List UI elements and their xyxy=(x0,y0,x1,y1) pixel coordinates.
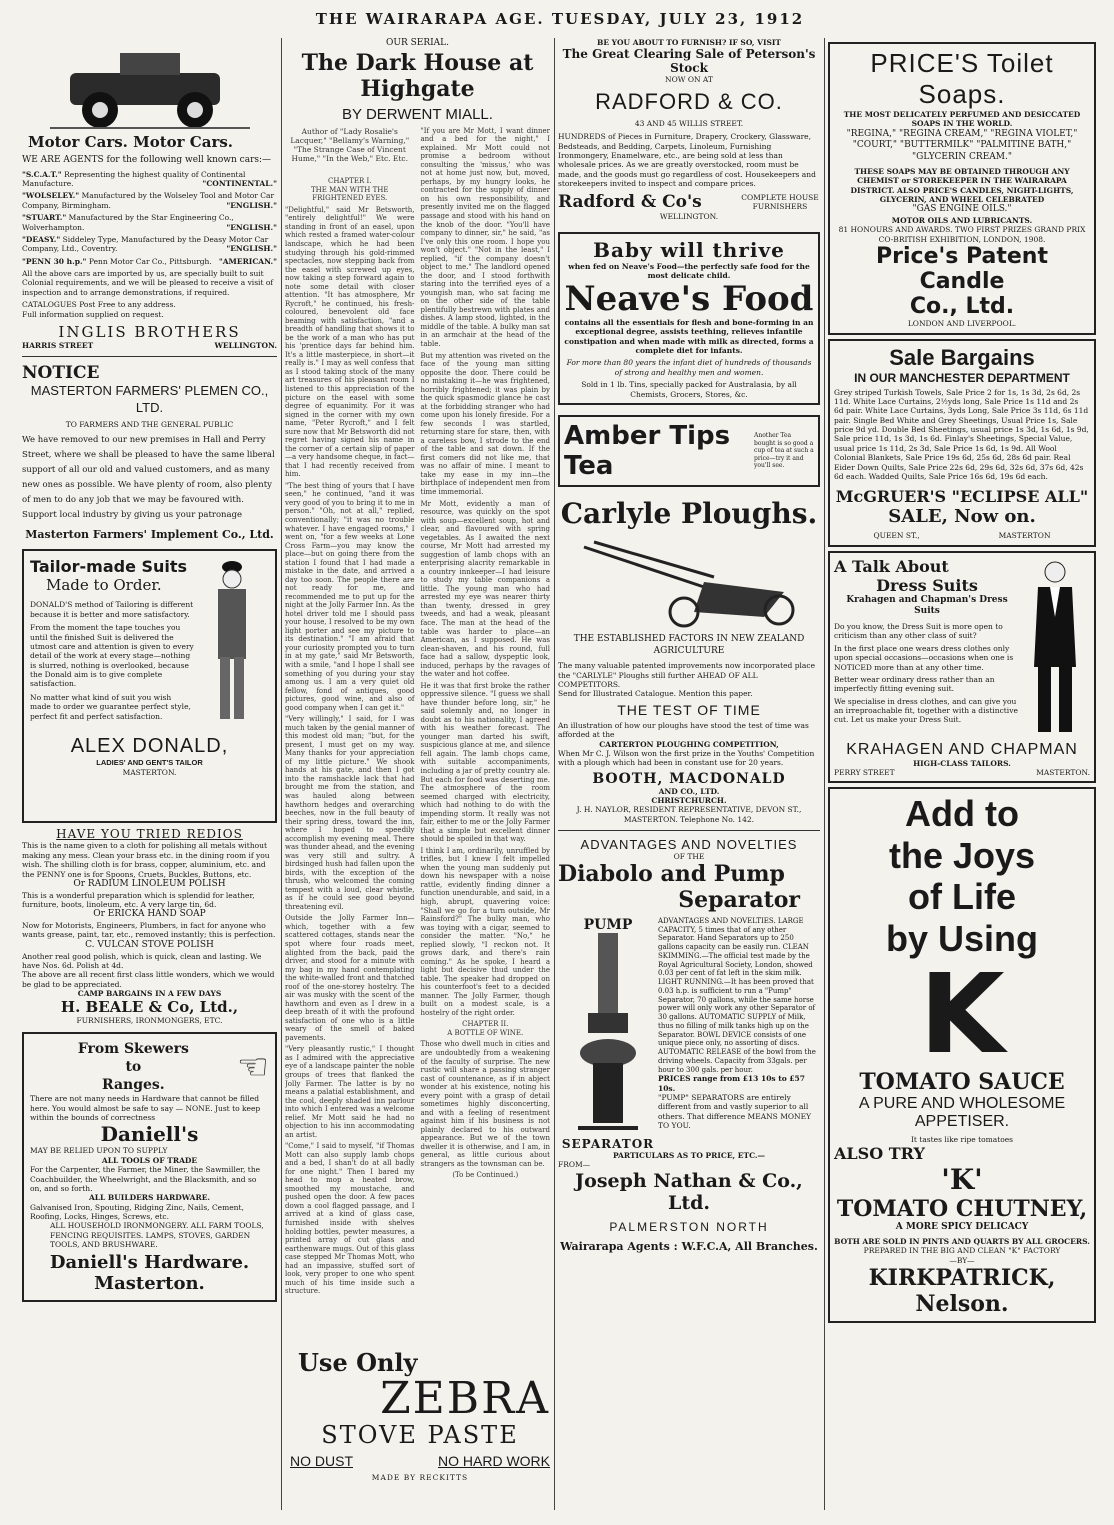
serial-text: "Very pleasantly rustic," I thought as I admired with the appreciative eye of a landscape painter the noble groups of trees that flanked the Jolly Farmer. The latter is by no means a palatial establishment, and the cool, deeply shaded inn parlour into which I entered was a welcome relief. Mr Mott said he had no objection to his inn accommodating an artist. xyxy=(285,1045,415,1139)
daniell-p1: There are not many needs in Hardware that cannot be filled here. You would almost be safe to say — NONE. Just to keep within the bounds of correctness xyxy=(30,1094,261,1123)
dress-p4: We specialise in dress clothes, and can give you an irreproachable fit, together with a distinctive cut. Let us make your Dress Suit. xyxy=(834,696,1018,725)
diabolo-prices: PRICES range from £13 10s to £57 10s. xyxy=(658,1074,805,1093)
k-k2: 'K' xyxy=(941,1163,983,1197)
serial-author: BY DERWENT MIALL. xyxy=(342,105,493,123)
price-motor: MOTOR OILS AND LUBRICANTS. xyxy=(891,216,1033,225)
price-title: PRICE'S Toilet Soaps. xyxy=(870,48,1054,109)
dress-p2: In the first place one wears dress clothes only upon special occasions—occasions when one is NOTICED more than at any other time. xyxy=(834,643,1014,672)
k-line4: by Using xyxy=(885,917,1038,959)
daniell-foot1: Daniell's Hardware. xyxy=(49,1251,250,1273)
k-line1: Add to xyxy=(905,793,1019,835)
daniell-list: ALL HOUSEHOLD IRONMONGERY. ALL FARM TOOLS, FENCING REQUISITES. LAMPS, STOVES, GARDEN TOOLS, AND BRUSHWARE. xyxy=(50,1221,264,1250)
k-prep: PREPARED IN THE BIG AND CLEAN "K" FACTORY xyxy=(863,1246,1061,1256)
daniell-title3: Ranges. xyxy=(102,1077,165,1094)
inglis-town: WELLINGTON. xyxy=(214,340,277,350)
k-chutney: TOMATO CHUTNEY, xyxy=(836,1196,1088,1223)
tailor-title: Tailor-made Suits xyxy=(30,557,188,577)
k-firm: KIRKPATRICK, Nelson. xyxy=(868,1265,1056,1318)
sale-dept: IN OUR MANCHESTER DEPARTMENT xyxy=(854,370,1070,385)
zebra-made: MADE BY RECKITTS xyxy=(371,1473,469,1482)
separator-illustration xyxy=(568,933,648,1133)
notice-firm: MASTERTON FARMERS' PLEMEN CO., LTD. xyxy=(30,383,269,415)
dress-sub: Krahagen and Chapman's Dress Suits xyxy=(846,594,1008,617)
daniell-tools: ALL TOOLS OF TRADE xyxy=(101,1155,198,1165)
diabolo-particulars: PARTICULARS AS TO PRICE, ETC.— xyxy=(612,1150,766,1160)
divider xyxy=(22,356,277,357)
zebra-brand: ZEBRA xyxy=(380,1373,550,1424)
notice-to: TO FARMERS AND THE GENERAL PUBLIC xyxy=(65,419,234,429)
daniell-foot2: Masterton. xyxy=(94,1272,205,1294)
tailor-subtitle: Made to Order. xyxy=(46,576,162,595)
diabolo-from: FROM— xyxy=(558,1160,591,1170)
motor-car-illustration xyxy=(50,38,250,133)
beale-p1: This is the name given to a cloth for polishing all metals without making any mess. Clean your brass etc. in the dining room if you wish. The shilling cloth is for brass, copper, aluminium, etc. and the PENNY one is for Spoons, Cruets, Buckles, Buttons, etc. xyxy=(22,841,270,879)
motor-car-list xyxy=(22,170,277,266)
sale-town: MASTERTON xyxy=(998,531,1051,541)
dress-street: PERRY STREET xyxy=(834,768,895,777)
carlyle-ad xyxy=(558,497,820,824)
plough-illustration xyxy=(564,532,814,632)
serial-text: "Very willingly," I said, for I was much taken by the genial manner of this modest old man; "but, for the present, I must get on my way. Many thanks for your appreciation of my little picture." We shook hands at his gate, and then I got into the ramshackle lack that had brought me from the station, and was hauled along between hawthorn hedges and overarching beeches, now in the full beauty of their spring dress, toward the inn, where I hoped to speedily accomplish my evening meal. There was thunder ahead, and the evening was very still and sultry. A birdsinged hush had fallen upon the birds, with the exception of the thrush, who welcomed the coming tempest with a loud, clear whistle, as if he could see good beyond threatening evil. xyxy=(285,715,415,911)
motor-ad xyxy=(22,38,277,350)
daniell-rely: MAY BE RELIED UPON TO SUPPLY xyxy=(30,1146,168,1156)
beale-l4: C. VULCAN STOVE POLISH xyxy=(85,939,214,950)
column-1 xyxy=(22,38,277,1515)
sale-title: Sale Bargains xyxy=(889,344,1035,370)
radford-kicker: BE YOU ABOUT TO FURNISH? IF SO, VISIT xyxy=(597,38,781,47)
beale-p3: Now for Motorists, Engineers, Plumbers, in fact for anyone who wants grease, paint, tar, etc., removed instantly; this is perfection. xyxy=(22,921,276,940)
zebra-use: Use Only xyxy=(298,1348,418,1377)
carlyle-firm: BOOTH, MACDONALD xyxy=(592,770,786,787)
dress-firm: KRAHAGEN AND CHAPMAN xyxy=(846,740,1078,758)
sale-firm: McGRUER'S "ECLIPSE ALL" xyxy=(835,487,1089,507)
beale-l3: Or ERICKA HAND SOAP xyxy=(93,909,206,920)
car-entry: "STUART." Manufactured by the Star Engineering Co., Wolverhampton. "ENGLISH." xyxy=(22,213,277,232)
serial-text: "Delightful," said Mr Betsworth, "entirely delightful!" We were standing in front of an easel, upon which rested a framed water-colour landscape, which he had been studying through his gold-rimmed spectacles, now stepping back from the easel with screwed up eyes, now taking a step forward again to note some detail with closer attention. "It has atmosphere, Mr Rycroft," he continued, his fresh-coloured, benevolent old face beaming with satisfaction, "and a breadth of handling that shows it to be the work of a man who has put his 'prentice days far behind him. It's a little masterpiece, in short—it really is." I may as well confess that as I stood taking stock of the many art treasures of his pleasant room I listened to this appreciation of the picture on the easel with some degree of equanimity. For it was signed in the corner with my own name, "Peter Rycroft," and I felt sure now that Mr Betsworth did not regret having signed his name in the corner of a certain slip of paper—a very handsome cheque, in fact—that I had recently received from him. xyxy=(285,205,415,479)
serial-text: "If you are Mr Mott, I want dinner and a bed for the night," I explained. Mr Mott could not promise a bedroom without consulting the 'missus,' who was not at home just now, but, moved, perhaps, by my hungry looks, he contracted for the supply of dinner on his own responsibility, and presently invited me on the flagged passage and stood with his hand on the knob of the door. "You'll have company to dinner, sir," he said, "as I've only this one room. I hope you won't object." "Not in the least," I replied, "if the company doesn't object to me." The landlord opened the door, and I stood forthwith staring into the terrified eyes of a youngish man, who sat facing me on the other side of the table plentifully bestrewn with plates and dishes. A lamp stood, lighted, in the middle of the table. A bulky man sat in an armchair at the head of the table. xyxy=(420,126,550,348)
neave-ad xyxy=(558,232,820,405)
notice-sign: Masterton Farmers' Implement Co., Ltd. xyxy=(25,528,274,542)
neave-line4: For more than 80 years the infant diet of hundreds of thousands of strong and healthy men and women. xyxy=(566,358,812,377)
diabolo-title1: Diabolo and Pump xyxy=(558,860,785,887)
amber-title: Amber Tips Tea xyxy=(564,420,731,481)
radford-title: The Great Clearing Sale of Peterson's Stock xyxy=(562,47,816,76)
zebra-product: STOVE PASTE xyxy=(321,1421,519,1449)
gentleman-illustration xyxy=(194,557,269,727)
beale-addr: FURNISHERS, IRONMONGERS, ETC. xyxy=(76,1016,223,1026)
sale-ad xyxy=(828,339,1096,547)
daniell-p2: For the Carpenter, the Farmer, the Miner, the Sawmiller, the Coachbuilder, the Wheelwright, and the Blacksmith, and so on, and so forth. xyxy=(30,1165,261,1193)
sale-street: QUEEN ST., xyxy=(873,531,920,541)
radford-ad xyxy=(558,38,820,222)
motor-note: All the above cars are imported by us, are specially built to suit Colonial requirements, and we will be pleased to receive a visit of inspection and to arrange demonstrations, if required. xyxy=(22,269,274,297)
column-3 xyxy=(558,38,820,1515)
serial-label: OUR SERIAL. xyxy=(385,38,449,48)
diabolo-head: ADVANTAGES AND NOVELTIES xyxy=(580,837,798,853)
radford-firm: RADFORD & CO. xyxy=(595,88,783,114)
motor-title: Motor Cars. Motor Cars. xyxy=(28,133,234,151)
carlyle-co: AND CO., LTD. xyxy=(658,786,720,796)
chapter-2: CHAPTER II. xyxy=(462,1020,509,1029)
dress-title1: A Talk About xyxy=(834,556,949,576)
beale-ad xyxy=(22,827,277,1025)
price-city: LONDON AND LIVERPOOL. xyxy=(907,319,1017,329)
chapter-1-title: THE MAN WITH THE FRIGHTENED EYES. xyxy=(310,185,389,203)
neave-brand: Neave's Food xyxy=(564,278,814,319)
k-also: ALSO TRY xyxy=(834,1144,925,1164)
diabolo-city: PALMERSTON NORTH xyxy=(609,1219,769,1234)
radford-body: HUNDREDS of Pieces in Furniture, Drapery, Crockery, Glassware, Bedsteads, and Bedding, Carpets, Linoleum, Furnishing Ironmongery, Enamelware, etc., are being sold at less than wholesale prices. As we are greatly overstocked, room must be made, and the goods must go regardless of cost. Housekeepers and storekeepers invited to inspect and compare prices. xyxy=(558,132,816,188)
price-gas: "GAS ENGINE OILS." xyxy=(912,204,1012,215)
radford-addr: 43 AND 45 WILLIS STREET. xyxy=(634,118,744,128)
inglis-street: HARRIS STREET xyxy=(22,340,94,350)
diabolo-body: ADVANTAGES AND NOVELTIES. LARGE CAPACITY, 5 times that of any other Separator. Hand Separators up to 250 gallons capacity can be easily run. CLEAN SKIMMING.—The official test made by the Royal Agricultural Society, London, showed 0.03 per cent of fat left in the skim milk. LIGHT RUNNING.—It has been proved that 0.03 h.p. is sufficient to run a "Pump" Separator, 70 gallons, while the same horse power will only work any other Separator of 30 gallons. AUTOMATIC SUPPLY of Milk, thus no filling of milk tanks high up on the Separator. BOWL DEVICE consists of one unique piece only, no assorting of discs. AUTOMATIC RELEASE of the bowl from the driving wheels. Capacity from 33gals. per hour to 300 gals. per hour. xyxy=(658,916,816,1074)
serial-title: The Dark House at Highgate xyxy=(301,49,534,102)
carlyle-rep: J. H. NAYLOR, RESIDENT REPRESENTATIVE, DEVON ST., MASTERTON. Telephone No. 142. xyxy=(576,805,802,824)
carlyle-p3: When Mr C. J. Wilson won the first prize in the Youths' Competition with a plough which had been in constant use for 20 years. xyxy=(558,748,815,768)
motor-intro: WE ARE AGENTS for the following well known cars:— xyxy=(22,155,272,165)
beale-title: HAVE YOU TRIED REDIOS xyxy=(56,827,243,842)
k-line2: the Joys xyxy=(888,834,1036,876)
serial-text: "Come," I said to myself, "if Thomas Mott can also supply lamb chops and a bed, I shan't do at all badly for one night." Then I bared my head to mop a heated brow, smoothed my moustache, and pushed open the door. A few paces down a cool flagged passage, and I arrived at a kind of glass case, furnished inside with shelves holding bottles, pewter measures, a printed array of cut glass and earthenware mugs. Out of this glass case stepped Mr Thomas Mott, who had an impassive, stuffed sort of look, very proper to one who spent much of his time inside such a structure. xyxy=(285,1142,415,1296)
divider xyxy=(558,830,820,831)
tailor-town: MASTERTON. xyxy=(122,767,177,777)
price-ad xyxy=(828,42,1096,335)
diabolo-agents: Wairarapa Agents : W.F.C.A, All Branches. xyxy=(560,1239,818,1253)
dress-p1: Do you know, the Dress Suit is more open to criticism than any other class of suit? xyxy=(834,622,1003,641)
tailor-name: ALEX DONALD, xyxy=(70,735,229,758)
beale-firm: H. BEALE & Co, Ltd., xyxy=(60,998,239,1017)
daniell-ad xyxy=(22,1032,277,1302)
column-2-serial xyxy=(285,38,550,1355)
pointing-hand-icon: ☜ xyxy=(236,1046,269,1088)
column-rule xyxy=(554,38,555,1510)
diabolo-sep: SEPARATOR xyxy=(561,1136,655,1151)
dress-suit-illustration xyxy=(1020,557,1090,737)
zebra-ad xyxy=(290,1348,550,1513)
amber-ad xyxy=(558,415,820,487)
tailor-p1: DONALD'S method of Tailoring is different because it is better and more satisfactory. xyxy=(30,600,194,619)
price-obtain: THESE SOAPS MAY BE OBTAINED THROUGH ANY CHEMIST or STOREKEEPER IN THE WAIRARAPA DISTRICT. ALSO PRICE'S CANDLES, NIGHT-LIGHTS, GLYCERIN, AND WHEEL CELEBRATED xyxy=(850,166,1074,204)
k-sauce-ad xyxy=(828,787,1096,1323)
notice-ad xyxy=(22,363,277,541)
amber-side: Another Tea bought is so good a cup of tea at such a price—try it and you'll see. xyxy=(754,432,814,470)
serial-continued: (To be Continued.) xyxy=(452,1171,519,1180)
diabolo-pump: PUMP xyxy=(583,916,633,933)
daniell-name: Daniell's xyxy=(100,1122,199,1147)
motor-catalogues: CATALOGUES Post Free to any address. xyxy=(22,300,176,310)
tailor-p2: From the moment the tape touches you until the finished Suit is delivered the utmost care and attention is given to every detail of the work at every stage—nothing is slurred, nothing is overlooked, because the Donald aim is to give complete satisfaction. xyxy=(30,623,194,689)
dress-ad xyxy=(828,551,1096,784)
masthead: THE WAIRARAPA AGE. TUESDAY, JULY 23, 1912 xyxy=(315,10,805,28)
sale-body: Grey striped Turkish Towels, Sale Price 2 for 1s, 1s 3d, 2s 6d, 2s 11d. White Lace Curtains, 2½yds long, Sale Price 1s 11d and 2s 6d pair. White Lace Curtains, 3yds Long, Sale Price 3s 11d, 6s 11d pair. Single Bed White and Grey Sheetings, Usual Price 1s, Sale price 9d yd. Double Bed Sheetings, usual price 1s 3d, 1s 6d, 1s 9d, Sale price 11d, 1s 3d, 1s 6d. Finlay's Sheetings, Special Value, usual price 1s 11d, 2s 3d, Sale Price 1s 6d, 1s 9d. All Wool Colonial Blankets, Sale Price 19s 6d, 25s 6d, 28s 6d pair. Real Eider Down Quilts, Sale Price 22s 6d, 29s 6d, 32s 6d, 37s 6d, 42s 6d each. Wadded Quilts, Sale Price 16s 6d, 19s 6d each. xyxy=(834,387,1089,481)
zebra-nohard: NO HARD WORK xyxy=(438,1453,550,1469)
serial-text: Those who dwell much in cities and are undoubtedly from a weakening of the faculty of surprise. The new rustic will share a passing stranger cast of countenance, as if in abject wonder at his existence, noting his every point with a grasp of detail sometimes highly disconcerting, and with a feeling of resentment against him if his business is not plainly declared to his outward appearance. But we of the town dweller it is otherwise, and I am, in general, as little curious about strangers as the townsman can be. xyxy=(420,1040,550,1168)
price-names: "REGINA," "REGINA CREAM," "REGINA VIOLET," "COURT," "BUTTERMILK" "PALMITINE BATH," "GLYCERIN CREAM." xyxy=(846,128,1078,163)
tailor-ad xyxy=(22,549,277,823)
carlyle-est: THE ESTABLISHED FACTORS IN NEW ZEALAND AGRICULTURE xyxy=(573,633,805,656)
k-letter: K xyxy=(919,949,1005,1078)
sale-now: SALE, Now on. xyxy=(888,506,1036,528)
tailor-p3: No matter what kind of suit you wish made to order we guarantee perfect style, perfect fit and perfect satisfaction. xyxy=(30,692,191,721)
diabolo-title2: Separator xyxy=(678,886,800,913)
car-entry: "WOLSELEY." Manufactured by the Wolseley Tool and Motor Car Company, Birmingham. "ENGLISH." xyxy=(22,191,277,210)
diabolo-ad xyxy=(558,837,820,1252)
daniell-title2: to xyxy=(125,1058,142,1075)
column-rule xyxy=(824,38,825,1510)
k-line3: of Life xyxy=(908,876,1016,918)
beale-l2: Or RADIUM LINOLEUM POLISH xyxy=(73,878,226,889)
k-sold: BOTH ARE SOLD IN PINTS AND QUARTS BY ALL GROCERS. xyxy=(834,1237,1090,1246)
chapter-2-title: A BOTTLE OF WINE. xyxy=(447,1028,524,1037)
k-by: —BY— xyxy=(949,1255,975,1265)
column-rule xyxy=(281,38,282,1510)
carlyle-p2: An illustration of how our ploughs have stood the test of time was afforded at the xyxy=(558,720,809,740)
carlyle-test: THE TEST OF TIME xyxy=(617,701,761,718)
chapter-1: CHAPTER I. xyxy=(328,177,372,186)
beale-p5: The above are all recent first class little wonders, which we would be glad to be appreciated. xyxy=(22,970,275,989)
radford-now: NOW ON AT xyxy=(665,75,713,85)
inglis-address xyxy=(22,341,277,350)
daniell-supplies: ALL BUILDERS HARDWARE. xyxy=(88,1193,211,1203)
zebra-nodust: NO DUST xyxy=(290,1453,353,1469)
price-firm2: Co., Ltd. xyxy=(909,294,1015,320)
serial-text: Outside the Jolly Farmer Inn—which, together with a few scattered cottages, stands near the spot where four roads meet, alighted from the back, paid the driver, and stood for a minute with my bag in my hand contemplating the white-walled front and thatched roof of the one-storey hostelry. The air was musky with the scent of the hawthorn and even as I drew in a deep breath of it with the profound satisfaction of one who is a little weary of the smell of baked pavements. xyxy=(285,914,415,1042)
carlyle-title: Carlyle Ploughs. xyxy=(560,496,818,530)
motor-info: Full information supplied on request. xyxy=(22,309,164,319)
k-spicy: A MORE SPICY DELICACY xyxy=(895,1222,1029,1233)
radford-sign1: Radford & Co's xyxy=(558,192,702,213)
k-pure: A PURE AND WHOLESOME APPETISER. xyxy=(858,1094,1066,1130)
radford-sign2: COMPLETE HOUSE FURNISHERS xyxy=(741,193,819,212)
column-4 xyxy=(828,38,1096,1515)
dress-role: HIGH-CLASS TAILORS. xyxy=(913,758,1011,768)
car-entry: "DEASY." Siddeley Type, Manufactured by the Deasy Motor Car Company, Ltd., Coventry. "ENGLISH." xyxy=(22,234,277,254)
daniell-title1: From Skewers xyxy=(77,1040,189,1057)
serial-text: I think I am, ordinarily, unruffled by trifles, but I knew I felt impelled when the young man suddenly put down his newspaper with a noise rattle, evidently finding dinner a function unendurable, and said, in a high, abrupt, quavering voice: "Shall we go for a turn outside, Mr Rainsford?" The bulky man, who was toying with a cigar, seemed to consider the matter. "No," he replied slowly, "I reckon not. It grows dark, and there's rain coming." As he spoke, I heard a light but decisive thud under the table. The speaker had dropped on his counterfoot's feet to a decided manner. The Jolly Farmer, though built on a modest scale, is a hostelry of the right order. xyxy=(420,846,550,1017)
carlyle-p1: The many valuable patented improvements now incorporated place the "CARLYLE" Ploughs still further AHEAD OF ALL COMPETITORS. xyxy=(558,661,816,690)
dress-p3: Better wear ordinary dress rather than an imperfectly fitting evening suit. xyxy=(834,674,995,694)
radford-town: WELLINGTON. xyxy=(659,212,719,222)
beale-p2: This is a wonderful preparation which is splendid for leather, furniture, boots, linoleum, etc. A very large tin, 6d. xyxy=(22,890,255,909)
serial-text: "The best thing of yours that I have seen," he continued, "and it was very good of you to bring it to me in person." "Oh, not at all," replied, conventionally; "it was no trouble whatever. I have engaged rooms," I went on, "for a few weeks at Lone Cross Farm—you may know the place—but on going there from the station I found that I had made a mistake in the date, and arrived a day too soon. The people there are not ready for me, and recommended me to put up for the night at the Jolly Farmer Inn. As the hotel driver told me I should pass your house, I resolved to be my own light porter and see my picture to its destination." "I am afraid that your curiosity prompted you to turn in at my gate," said Mr Betsworth, with a smile, "and I hope I shall see something of you during your stay among us. I am a very quiet old fellow, fond of antiques, good pictures, good wine, and also of good company when I can get it." xyxy=(285,481,415,712)
beale-p4: Another real good polish, which is quick, clean and lasting. We have Nos. 6d. Polish at 4d. xyxy=(22,951,262,970)
tailor-role: LADIES' AND GENT'S TAILOR xyxy=(96,758,203,768)
carlyle-comp: CARTERTON PLOUGHING COMPETITION, xyxy=(599,739,779,749)
neave-line5: Sold in 1 lb. Tins, specially packed for Australasia, by all Chemists, Grocers, Stores, &c. xyxy=(581,380,797,399)
serial-text: He it was that first broke the rather oppressive silence. "I guess we shall have thunder before long, sir," he said solemnly and, no longer in doubt as to his nationality, I agreed with his weather forecast. The younger man darted his swift, suspicious glance at me, and silence fell again. The lamb chops came, with suitable accompaniments, including a jar of pretty country ale. But each for food was deserting me. The atmosphere of the room seemed charged with electricity, which had nothing to do with the impending storm. It really was not fair, either to me or the Jolly Farmer that a simple but excellent dinner should be spoiled in that way. xyxy=(420,681,550,844)
dress-town: MASTERTON. xyxy=(1036,768,1090,777)
notice-body: We have removed to our new premises in Hall and Perry Street, where we shall be pleased to have the same liberal support of all our old and valued customers, and as many new ones as possible. We have plenty of room, also plenty of men to do any job that we may be favoured with. Support local industry by giving us your patronage xyxy=(22,435,275,520)
neave-line1: Baby will thrive xyxy=(593,237,785,262)
neave-line2: when fed on Neave's Food—the perfectly safe food for the most delicate child. xyxy=(568,261,810,281)
daniell-p3: Galvanised Iron, Spouting, Ridging Zinc, Nails, Cement, Roofing, Locks, Hinges, Screws, etc. xyxy=(30,1202,244,1222)
serial-credits: Author of "Lady Rosalie's Lacquer," "Bellamy's Warning," "The Strange Case of Vincent Hume," "In the Web," Etc. Etc. xyxy=(290,126,410,164)
diabolo-of: OF THE xyxy=(673,852,705,862)
carlyle-send: Send for Illustrated Catalogue. Mention this paper. xyxy=(558,689,753,699)
carlyle-city: CHRISTCHURCH. xyxy=(651,796,727,806)
diabolo-tail: "PUMP" SEPARATORS are entirely different from and vastly superior to all others. That difference MEANS MONEY TO YOU. xyxy=(658,1093,812,1131)
price-kicker: THE MOST DELICATELY PERFUMED AND DESICCATED SOAPS IN THE WORLD. xyxy=(843,110,1081,129)
inglis-firm: INGLIS BROTHERS xyxy=(58,322,241,341)
car-entry: "S.C.A.T." Representing the highest quality of Continental Manufacture. "CONTINENTAL." xyxy=(22,169,277,189)
price-honours: 81 HONOURS AND AWARDS. TWO FIRST PRIZES GRAND PRIX CO-BRITISH EXHIBITION, LONDON, 1908. xyxy=(838,225,1086,244)
beale-bargains: CAMP BARGAINS IN A FEW DAYS xyxy=(77,989,222,998)
neave-line3: contains all the essentials for flesh and bone-forming in an exceptional degree, assists teething, relieves infantile constipation and when made with milk as directed, forms a complete diet for infants. xyxy=(564,317,814,356)
k-sauce: TOMATO SAUCE xyxy=(859,1068,1065,1095)
car-entry: "PENN 30 h.p." Penn Motor Car Co., Pittsburgh. "AMERICAN." xyxy=(22,256,277,266)
notice-title: NOTICE xyxy=(22,363,100,384)
serial-text: Mr Mott, evidently a man of resource, was quickly on the spot with soup—excellent soup, hot and clear, and flavoured with spring vegetables. As I awaited the next course, Mr Mott had arrested my suggestion of lamb chops with an enterprising alacrity remarkable in a country innkeeper—I had leisure to study my table companions a little. The young man who had arrested my eye was nearer thirty than twenty, dressed in grey tweeds, and had a weak, pleasant face. The man at the head of the table was harder to place—an American, as I supposed. He was clean-shaven, and his round, full face had a sallow, dyspeptic look, induced, perhaps by the ravages of the water and hot coffee. xyxy=(420,499,550,679)
k-tastes: It tastes like ripe tomatoes xyxy=(910,1134,1014,1144)
dress-title2: Dress Suits xyxy=(876,575,978,595)
price-firm1: Price's Patent Candle xyxy=(876,244,1048,295)
diabolo-firm: Joseph Nathan & Co., Ltd. xyxy=(575,1169,803,1214)
serial-text: But my attention was riveted on the face of the young man sitting opposite the door. There could be no mistaking it—he was frightened, horribly frightened; it was plain by the quick spasmodic glance he cast at the forbidding stranger who had come upon his lonely fireside. For a few seconds I was startled, returning stare for stare, then, with a careless bow, I strode to the end of the table and sat down. If the first comers did not like me, that was no affair of mine. I meant to take my ease in my inn—the birthplace of independent men from time immemorial. xyxy=(420,351,550,496)
